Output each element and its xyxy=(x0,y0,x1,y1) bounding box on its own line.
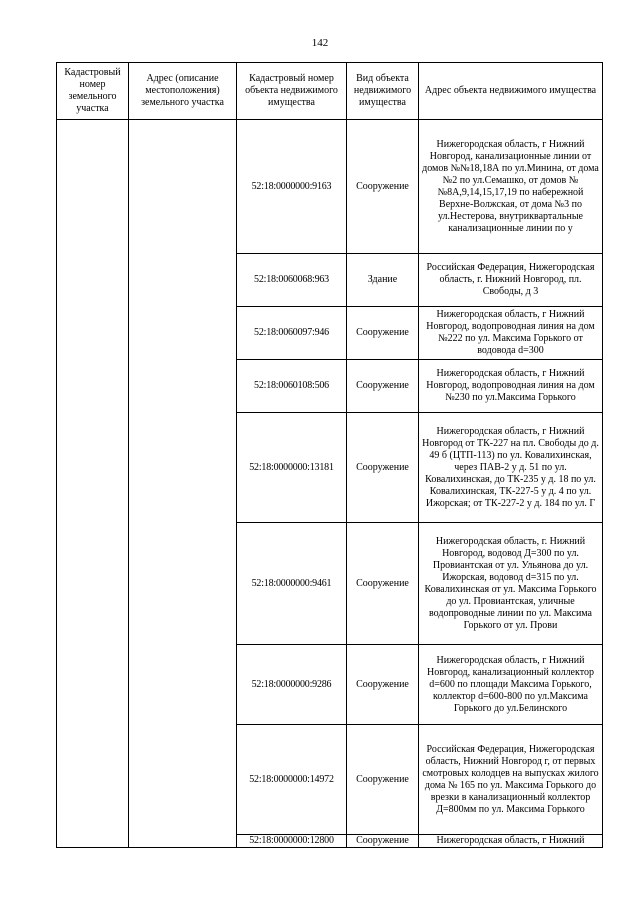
header-land-cadastral-number: Кадастровый номер земельного участка xyxy=(57,63,129,120)
object-type: Сооружение xyxy=(347,360,419,413)
object-type: Сооружение xyxy=(347,307,419,360)
object-address: Нижегородская область, г Нижний Новгород, канализационные линии от домов №№18,18А по ул.Минина, от дома №2 по ул.Семашко, от домов №№8А,9,14,15,17,19 по набережной Верхне-Волжская, от дома №3 по ул.Нестерова, внутриквартальные канализационные линии по у xyxy=(419,120,603,254)
header-land-address: Адрес (описание местоположения) земельного участка xyxy=(129,63,237,120)
object-cadastral-number: 52:18:0000000:9163 xyxy=(237,120,347,254)
object-type: Сооружение xyxy=(347,645,419,725)
object-address: Нижегородская область, г Нижний xyxy=(419,835,603,848)
object-type: Сооружение xyxy=(347,835,419,848)
object-address: Нижегородская область, г Нижний Новгород, канализационный коллектор d=600 по площади Максима Горького, коллектор d=600-800 по ул.Максима Горького до ул.Белинского xyxy=(419,645,603,725)
object-cadastral-number: 52:18:0060108:506 xyxy=(237,360,347,413)
object-type: Здание xyxy=(347,254,419,307)
object-address: Нижегородская область, г Нижний Новгород, водопроводная линия на дом №230 по ул.Максима Горького xyxy=(419,360,603,413)
object-address: Российская Федерация, Нижегородская область, Нижний Новгород г, от первых смотровых колодцев на выпусках жилого дома № 165 по ул. Максима Горького до врезки в канализационный коллектор Д=800мм по ул. Максима Горького xyxy=(419,725,603,835)
object-cadastral-number: 52:18:0060097:946 xyxy=(237,307,347,360)
header-object-address: Адрес объекта недвижимого имущества xyxy=(419,63,603,120)
page-number: 142 xyxy=(311,37,329,49)
object-type: Сооружение xyxy=(347,725,419,835)
object-cadastral-number: 52:18:0000000:14972 xyxy=(237,725,347,835)
object-cadastral-number: 52:18:0000000:9286 xyxy=(237,645,347,725)
object-address: Нижегородская область, г Нижний Новгород, водопроводная линия на дом №222 по ул. Максима Горького от водовода d=300 xyxy=(419,307,603,360)
table-row xyxy=(57,120,603,254)
land-cadastral-number-cell xyxy=(57,120,129,848)
object-cadastral-number: 52:18:0000000:13181 xyxy=(237,413,347,523)
object-type: Сооружение xyxy=(347,120,419,254)
header-object-cadastral-number: Кадастровый номер объекта недвижимого имущества xyxy=(237,63,347,120)
object-type: Сооружение xyxy=(347,413,419,523)
registry-table xyxy=(56,62,603,848)
table-header-row xyxy=(57,63,603,120)
object-cadastral-number: 52:18:0000000:9461 xyxy=(237,523,347,645)
object-cadastral-number: 52:18:0000000:12800 xyxy=(237,835,347,848)
object-cadastral-number: 52:18:0060068:963 xyxy=(237,254,347,307)
land-address-cell xyxy=(129,120,237,848)
object-address: Нижегородская область, г. Нижний Новгород, водовод Д=300 по ул. Провиантская от ул. Ульянова до ул. Ижорская, водовод d=315 по ул. Ковалихинская от ул. Максима Горького до ул. Провиантская, уличные водопроводные линии по ул. Максима Горького от ул. Прови xyxy=(419,523,603,645)
object-address: Российская Федерация, Нижегородская область, г. Нижний Новгород, пл. Свободы, д 3 xyxy=(419,254,603,307)
header-object-type: Вид объекта недвижимого имущества xyxy=(347,63,419,120)
object-type: Сооружение xyxy=(347,523,419,645)
object-address: Нижегородская область, г Нижний Новгород от ТК-227 на пл. Свободы до д. 49 б (ЦТП-113) по ул. Ковалихинская, через ПАВ-2 у д. 51 по ул. Ковалихинская, до ТК-235 у д. 18 по ул. Ковалихинская, ТК-227-5 у д. 4 по ул. Ижорская; от ТК-227-2 у д. 184 по ул. Г xyxy=(419,413,603,523)
